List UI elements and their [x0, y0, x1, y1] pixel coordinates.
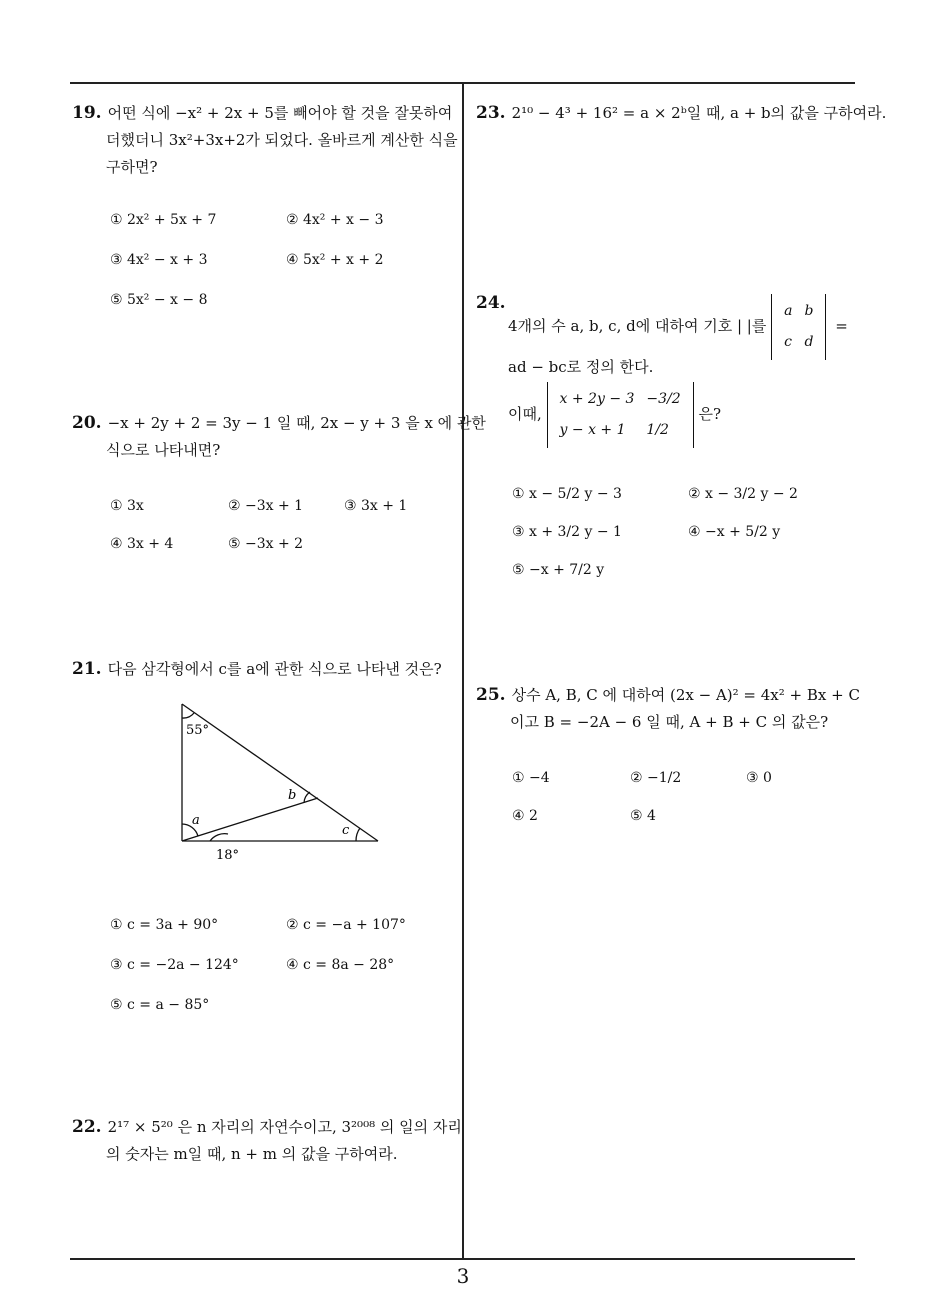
option-5[interactable]: ⑤ 5x² − x − 8: [110, 292, 208, 308]
question-text: 2¹⁷ × 5²⁰ 은 n 자리의 자연수이고, 3²⁰⁰⁸ 의 일의 자리: [107, 1118, 462, 1136]
determinant-definition: [771, 294, 826, 360]
question-19: [72, 100, 458, 181]
option-5[interactable]: ⑤ −x + 7/2 y: [512, 562, 605, 578]
question-number: 20.: [72, 413, 102, 433]
det-cell: c: [784, 334, 792, 350]
option-4[interactable]: ④ −x + 5/2 y: [688, 524, 781, 540]
question-24: [476, 290, 512, 317]
option-1[interactable]: ① c = 3a + 90°: [110, 917, 219, 933]
det-cell: a: [784, 303, 793, 319]
option-1[interactable]: ① 2x² + 5x + 7: [110, 212, 217, 228]
option-2[interactable]: ② −1/2: [630, 770, 682, 786]
angle-label-a: a: [192, 813, 200, 828]
det-cell: b: [804, 303, 814, 319]
question-text: 은?: [698, 405, 722, 423]
question-text: 4개의 수 a, b, c, d에 대하여 기호 | |를: [508, 317, 767, 335]
angle-label-18: 18°: [216, 848, 240, 863]
option-4[interactable]: ④ c = 8a − 28°: [286, 957, 395, 973]
option-5[interactable]: ⑤ −3x + 2: [228, 536, 304, 552]
question-number: 22.: [72, 1117, 102, 1137]
question-text: −x + 2y + 2 = 3y − 1 일 때, 2x − y + 3 을 x 에 관한: [107, 414, 486, 432]
question-text: 어떤 식에 −x² + 2x + 5를 빼어야 할 것을 잘못하여: [107, 104, 453, 122]
option-2[interactable]: ② x − 3/2 y − 2: [688, 486, 798, 502]
question-text: 의 숫자는 m일 때, n + m 의 값을 구하여라.: [106, 1145, 398, 1163]
question-22: [72, 1114, 462, 1168]
question-number: 24.: [476, 293, 506, 313]
option-5[interactable]: ⑤ c = a − 85°: [110, 997, 210, 1013]
question-text: 상수 A, B, C 에 대하여 (2x − A)² = 4x² + Bx + C: [511, 686, 860, 704]
question-24-line3: [508, 382, 721, 448]
question-text: 2¹⁰ − 4³ + 16² = a × 2ᵇ일 때, a + b의 값을 구하여라.: [511, 104, 887, 122]
angle-label-55: 55°: [186, 723, 210, 738]
option-2[interactable]: ② c = −a + 107°: [286, 917, 406, 933]
det-cell: −3/2: [646, 391, 681, 407]
question-text: 이고 B = −2A − 6 일 때, A + B + C 의 값은?: [510, 713, 829, 731]
option-4[interactable]: ④ 3x + 4: [110, 536, 174, 552]
option-3[interactable]: ③ x + 3/2 y − 1: [512, 524, 622, 540]
center-divider: [462, 82, 464, 1259]
question-21: [72, 656, 442, 683]
option-2[interactable]: ② 4x² + x − 3: [286, 212, 384, 228]
question-text: 더했더니 3x²+3x+2가 되었다. 올바르게 계산한 식을: [106, 131, 458, 149]
question-text: 다음 삼각형에서 c를 a에 관한 식으로 나타낸 것은?: [107, 660, 442, 678]
option-3[interactable]: ③ 3x + 1: [344, 498, 408, 514]
det-cell: d: [804, 334, 814, 350]
question-text: 식으로 나타내면?: [106, 441, 221, 459]
question-20: [72, 410, 486, 464]
question-number: 25.: [476, 685, 506, 705]
page-number: 3: [456, 1264, 470, 1288]
question-25: [476, 682, 860, 736]
question-number: 21.: [72, 659, 102, 679]
equals-sign: =: [835, 317, 848, 335]
triangle-figure: [170, 696, 390, 866]
question-text: ad − bc로 정의 한다.: [508, 358, 654, 376]
option-3[interactable]: ③ 0: [746, 770, 772, 786]
question-text: 이때,: [508, 405, 542, 423]
option-1[interactable]: ① −4: [512, 770, 550, 786]
option-4[interactable]: ④ 2: [512, 808, 538, 824]
bottom-rule: [70, 1258, 855, 1260]
option-3[interactable]: ③ 4x² − x + 3: [110, 252, 208, 268]
question-23: [476, 100, 886, 127]
determinant-expression: [547, 382, 694, 448]
det-cell: y − x + 1: [559, 422, 626, 438]
option-5[interactable]: ⑤ 4: [630, 808, 656, 824]
question-24-line1: [508, 294, 848, 360]
question-24-line2: [508, 354, 653, 381]
det-cell: x + 2y − 3: [559, 391, 635, 407]
question-number: 23.: [476, 103, 506, 123]
option-3[interactable]: ③ c = −2a − 124°: [110, 957, 239, 973]
option-4[interactable]: ④ 5x² + x + 2: [286, 252, 384, 268]
option-2[interactable]: ② −3x + 1: [228, 498, 304, 514]
question-text: 구하면?: [106, 158, 158, 176]
angle-label-c: c: [342, 823, 350, 838]
det-cell: 1/2: [646, 422, 669, 438]
question-number: 19.: [72, 103, 102, 123]
angle-label-b: b: [288, 788, 297, 803]
option-1[interactable]: ① 3x: [110, 498, 144, 514]
option-1[interactable]: ① x − 5/2 y − 3: [512, 486, 622, 502]
